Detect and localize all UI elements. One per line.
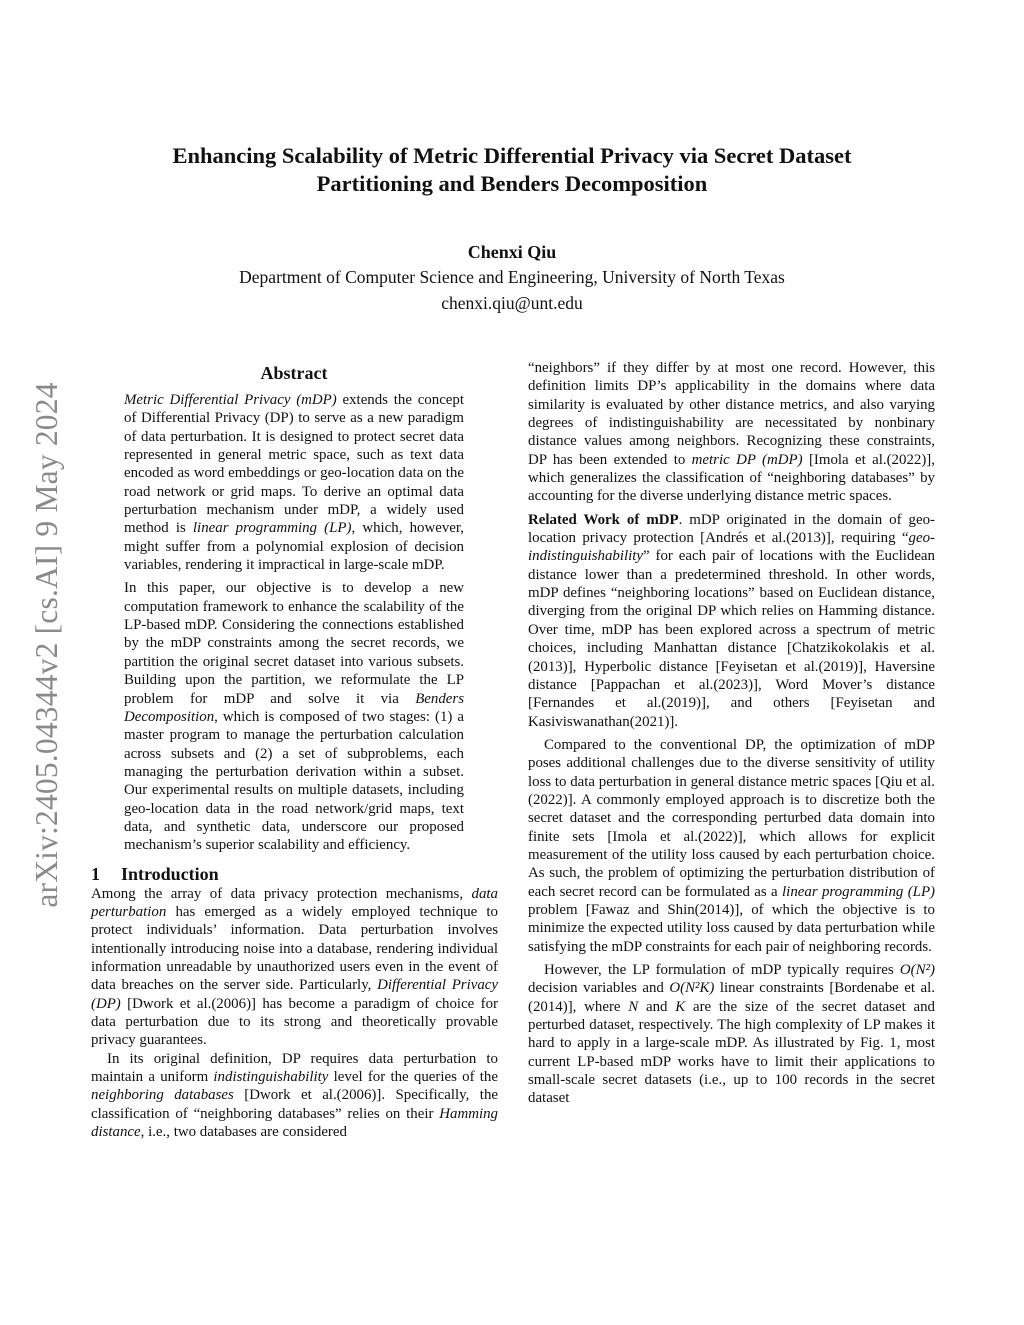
abstract-heading: Abstract xyxy=(260,363,328,383)
text-run: “neighbors” if they differ by at most one record. However, this definition limits DP’s applicability in the domains where data similarity is evaluated by other distance metrics, and also varying degrees of indistinguishability are necessitated by nonbinary distance values among neighbors. Recognizing these constraints, DP has been extended to xyxy=(528,360,935,468)
text-run: Among the array of data privacy protection mechanisms, xyxy=(91,885,472,902)
paper-header xyxy=(0,142,1024,316)
text-run: In this paper, our objective is to develop a new computation framework to enhance the scalability of the LP-based mDP. Considering the connections established by the mDP constraints among the secret records, we partition the original secret dataset into various subsets. Building upon the partition, we reformulate the LP problem for mDP and solve it via xyxy=(124,580,464,707)
text-run: , i.e., two databases are considered xyxy=(140,1124,347,1141)
text-run: , which is composed of two stages: (1) a master program to manage the perturbation calculation across subsets and (2) a set of subproblems, each managing the perturbation derivation within a subset. Our experimental results on multiple datasets, including geo-location data in the road network/grid maps, text data, and synthetic data, underscore our proposed mechanism’s superior scalability and efficiency. xyxy=(124,708,464,854)
text-run: In its original definition, DP requires data perturbation to maintain a uniform xyxy=(91,1050,498,1086)
left-column xyxy=(91,359,498,1141)
term: indistinguishability xyxy=(213,1069,329,1086)
text-run: and xyxy=(638,998,676,1015)
section-title: Introduction xyxy=(121,863,219,884)
related-work-paragraph xyxy=(528,511,935,731)
term: linear programming (LP) xyxy=(782,883,936,900)
text-run: , which, however, might suffer from a polynomial explosion of decision variables, rendering it impractical in large-scale mDP. xyxy=(124,520,464,574)
author-affiliation: Department of Computer Science and Engineering, University of North Texas xyxy=(239,267,785,287)
paper-title xyxy=(0,142,1024,198)
author-name: Chenxi Qiu xyxy=(467,242,557,262)
abstract-section xyxy=(91,361,498,855)
text-run: [Dwork et al.(2006)] has become a paradigm of choice for data perturbation due to its strong and theoretically provable privacy guarantees. xyxy=(91,995,498,1049)
body-paragraph xyxy=(528,736,935,956)
term: Benders Decomposition xyxy=(124,690,464,725)
term: neighboring databases xyxy=(91,1087,234,1104)
title-line: Partitioning and Benders Decomposition xyxy=(316,171,708,196)
term: Hamming distance xyxy=(91,1105,498,1141)
term: geo-indistinguishability xyxy=(528,530,935,565)
title-line: Enhancing Scalability of Metric Differential Privacy via Secret Dataset xyxy=(172,143,852,168)
body-paragraph xyxy=(528,359,935,506)
body-paragraph xyxy=(528,961,935,1108)
text-run: . mDP originated in the domain of geo-location privacy protection [Andrés et al.(2013)], requiring “ xyxy=(528,511,935,547)
text-run: ” for each pair of locations with the Euclidean distance lower than a predetermined threshold. In other words, mDP defines “neighboring locations” based on Euclidean distance, diverging from the original DP which relies on Hamming distance. Over time, mDP has been explored across a spectrum of metric choices, including Manhattan distance [Chatzikokolakis et al.(2013)], Hyperbolic distance [Feyisetan et al.(2019)], Haversine distance [Pappachan et al.(2023)], Word Mover’s distance [Fernandes et al.(2019)], and others [Feyisetan and Kasiviswanathan(2021)]. xyxy=(528,548,935,730)
math: N xyxy=(628,998,639,1015)
term: Differential Privacy (DP) xyxy=(91,977,499,1012)
abstract-paragraph xyxy=(124,391,464,574)
section-number: 1 xyxy=(91,863,100,884)
arxiv-identifier: arXiv:2405.04344v2 [cs.AI] 9 May 2024 xyxy=(29,382,64,908)
math: O(N²K) xyxy=(669,980,715,997)
right-column xyxy=(528,359,935,1108)
term: data perturbation xyxy=(91,885,498,920)
text-run: However, the LP formulation of mDP typically requires xyxy=(544,962,900,978)
paragraph-heading: Related Work of mDP xyxy=(528,511,679,528)
text-run: decision variables and xyxy=(528,980,670,997)
text-run: [Imola et al.(2022)], which generalizes the classification of “neighboring databases” by accounting for the diverse underlying distance metric spaces. xyxy=(528,451,935,505)
math: O(N²) xyxy=(899,962,935,978)
abstract-paragraph xyxy=(124,579,464,854)
math: K xyxy=(675,998,686,1015)
text-run: problem [Fawaz and Shin(2014)], of which the objective is to minimize the expected utility loss caused by data perturbation while satisfying the mDP constraints for each pair of neighboring records. xyxy=(528,901,935,955)
text-run: Compared to the conventional DP, the optimization of mDP poses additional challenges due to the diverse sensitivity of utility loss to data perturbation in general distance metric spaces [Qiu et al.(2022)]. A commonly employed approach is to discretize both the secret dataset and the corresponding perturbed data domain into finite sets [Imola et al.(2022)], which allows for explicit measurement of the utility loss caused by each perturbation choice. As such, the problem of optimizing the perturbation distribution of each secret record can be formulated as a xyxy=(528,736,935,900)
term: linear programming (LP) xyxy=(192,520,352,537)
text-run: extends the concept of Differential Privacy (DP) to serve as a new paradigm of data perturbation. It is designed to protect secret data represented in general metric space, such as text data encoded as word embeddings or geo-location data on the road network or grid maps. To derive an optimal data perturbation mechanism under mDP, a widely used method is xyxy=(124,392,464,537)
text-run: linear constraints [Bordenabe et al.(2014)], where xyxy=(528,980,935,1015)
author-email: chenxi.qiu@unt.edu xyxy=(441,293,583,313)
term: Metric Differential Privacy (mDP) xyxy=(124,392,337,408)
body-paragraph xyxy=(91,885,498,1050)
section-heading-introduction xyxy=(91,863,498,885)
body-paragraph xyxy=(91,1050,498,1142)
term: metric DP (mDP) xyxy=(691,451,803,468)
arxiv-side-stamp xyxy=(22,360,72,930)
text-run: are the size of the secret dataset and perturbed dataset, respectively. The high complexity of LP makes it hard to apply in a large-scale mDP. As illustrated by Fig. 1, most current LP-based mDP works have to limit their applications to small-scale secret datasets (i.e., up to 100 records in the secret dataset xyxy=(528,998,935,1107)
text-run: level for the queries of the xyxy=(328,1069,498,1086)
text-run: has emerged as a widely employed technique to protect individuals’ information. Data perturbation involves intentionally introducing noise into a database, rendering individual information unreadable by unauthorized users even in the event of data breaches on the server side. Particularly, xyxy=(91,903,498,994)
text-run: [Dwork et al.(2006)]. Specifically, the classification of “neighboring databases” relies on their xyxy=(91,1087,498,1122)
